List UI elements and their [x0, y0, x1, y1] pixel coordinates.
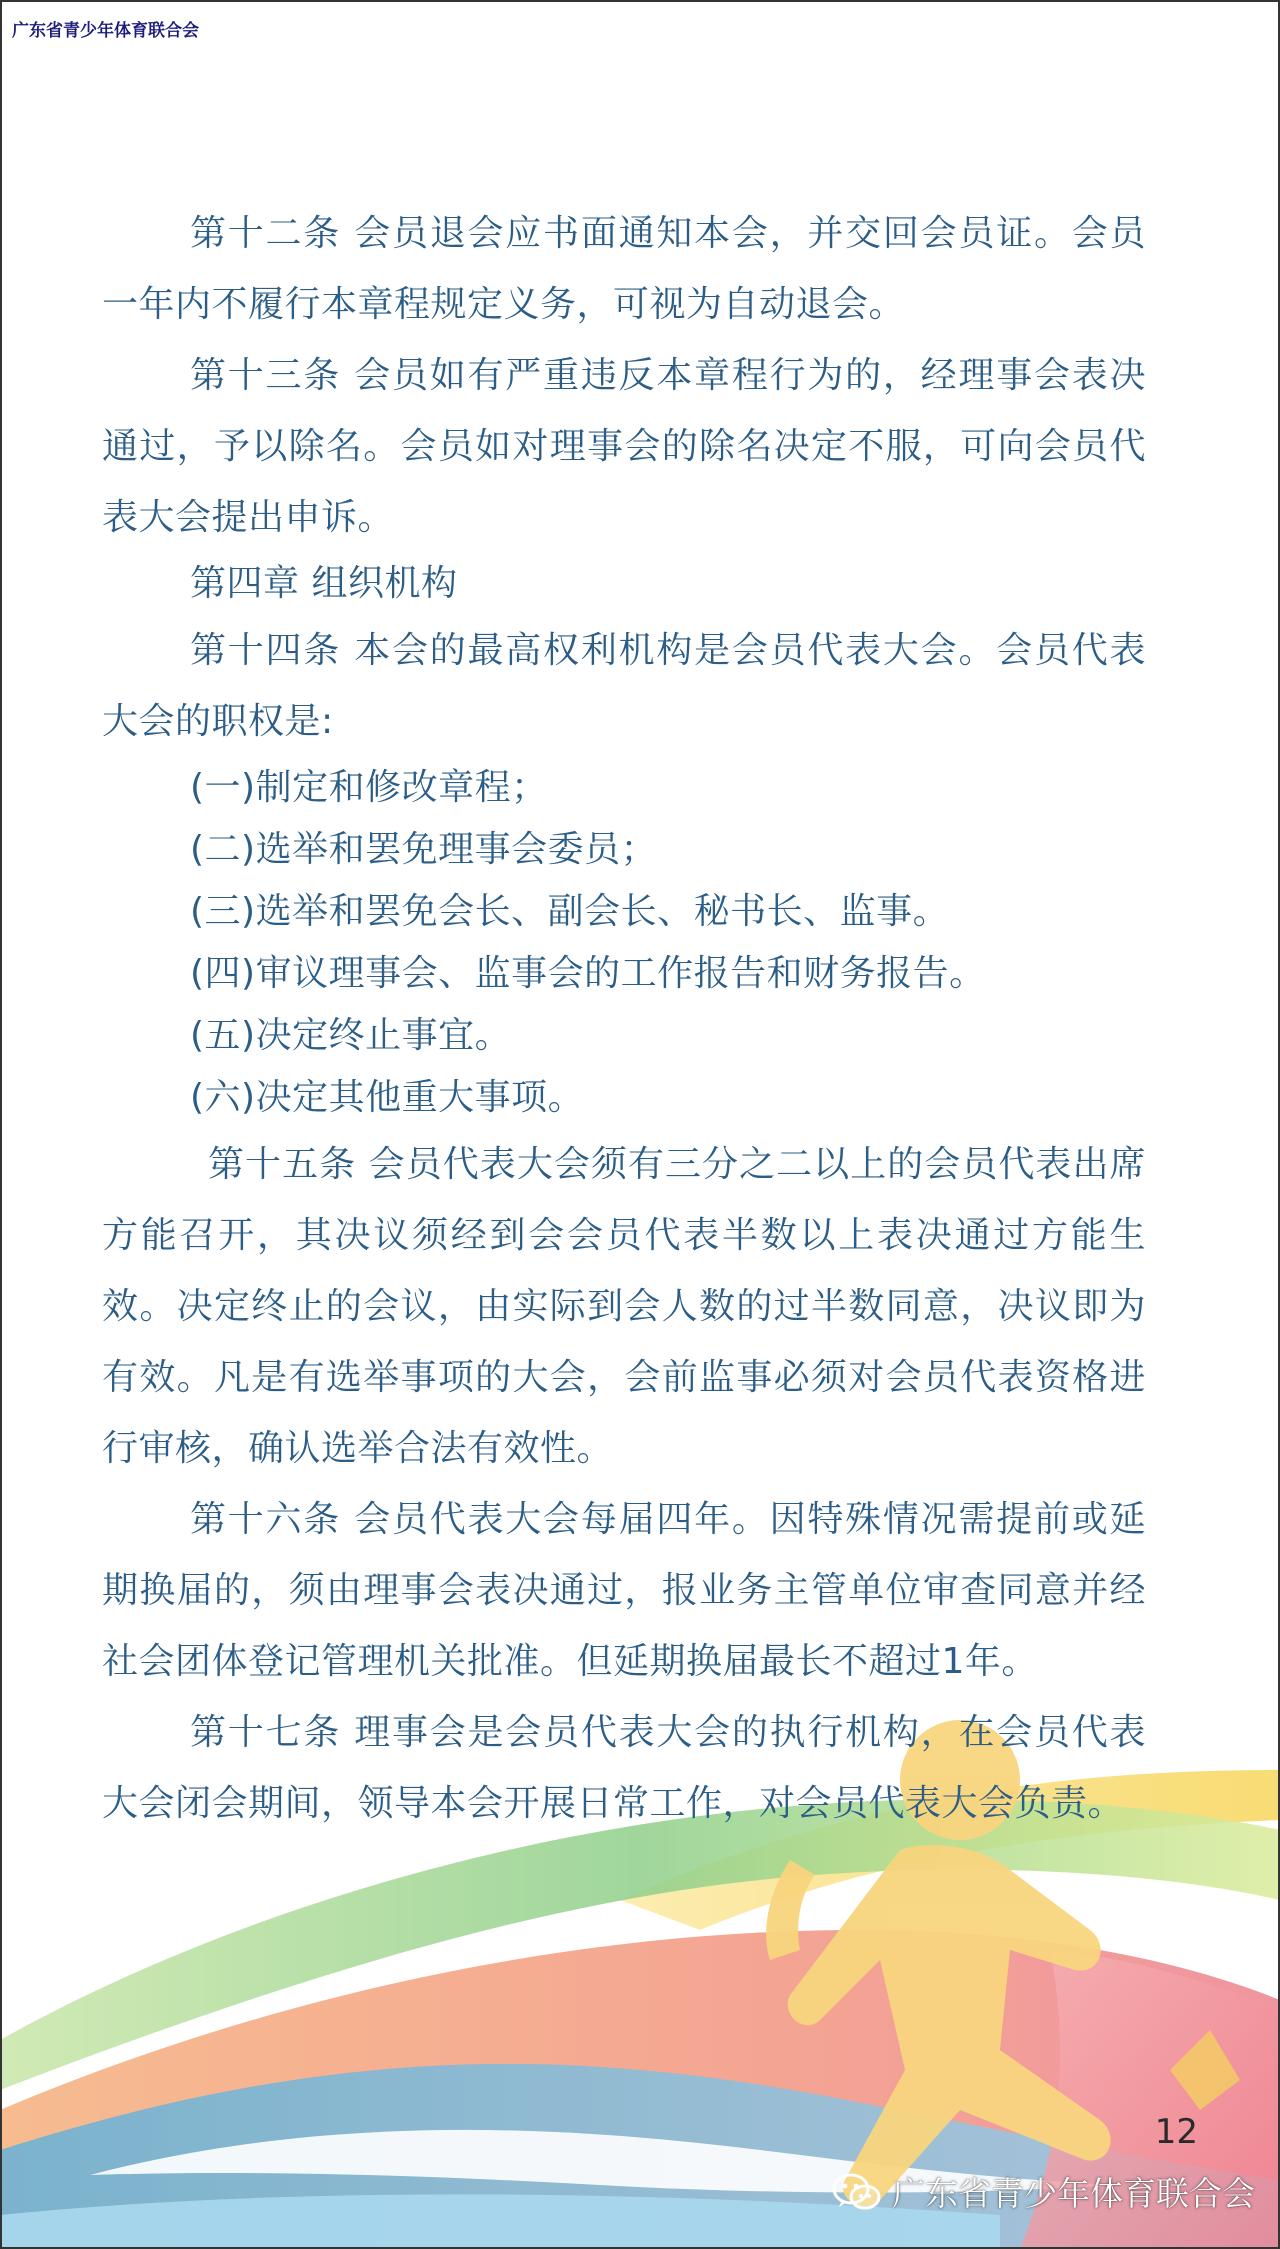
- document-body: [102, 198, 1146, 1839]
- list-item: (三)选举和罢免会长、副会长、秘书长、监事。: [190, 891, 950, 932]
- wechat-icon: [832, 2173, 882, 2211]
- article-17: 第十七条 理事会是会员代表大会的执行机构，在会员代表大会闭会期间，领导本会开展日常工作，对会员代表大会负责。: [102, 1712, 1146, 1824]
- footer-brand-label: 广东省青少年体育联合会: [892, 2174, 1255, 2213]
- footer-brand: [832, 2168, 1255, 2215]
- page-number: 12: [1154, 2112, 1198, 2152]
- article-12: 第十二条 会员退会应书面通知本会，并交回会员证。会员一年内不履行本章程规定义务，可视为自动退会。: [102, 213, 1146, 325]
- list-item: (一)制定和修改章程；: [190, 767, 548, 808]
- article-16: 第十六条 会员代表大会每届四年。因特殊情况需提前或延期换届的，须由理事会表决通过，报业务主管单位审查同意并经社会团体登记管理机关批准。但延期换届最长不超过1年。: [102, 1499, 1146, 1682]
- article-14: 第十四条 本会的最高权利机构是会员代表大会。会员代表大会的职权是:: [102, 630, 1146, 742]
- list-item: (六)决定其他重大事项。: [190, 1077, 585, 1118]
- header-org-name: 广东省青少年体育联合会: [12, 21, 199, 41]
- list-item: (二)选举和罢免理事会委员；: [190, 829, 658, 870]
- chapter-heading: 第四章 组织机构: [190, 563, 458, 604]
- article-15: 第十五条 会员代表大会须有三分之二以上的会员代表出席方能召开，其决议须经到会会员代表半数以上表决通过方能生效。决定终止的会议，由实际到会人数的过半数同意，决议即为有效。凡是有选举事项的大会，会前监事必须对会员代表资格进行审核，确认选举合法有效性。: [102, 1144, 1146, 1469]
- list-item: (四)审议理事会、监事会的工作报告和财务报告。: [190, 953, 986, 994]
- article-13: 第十三条 会员如有严重违反本章程行为的，经理事会表决通过，予以除名。会员如对理事会的除名决定不服，可向会员代表大会提出申诉。: [102, 355, 1146, 538]
- list-item: (五)决定终止事宜。: [190, 1015, 512, 1056]
